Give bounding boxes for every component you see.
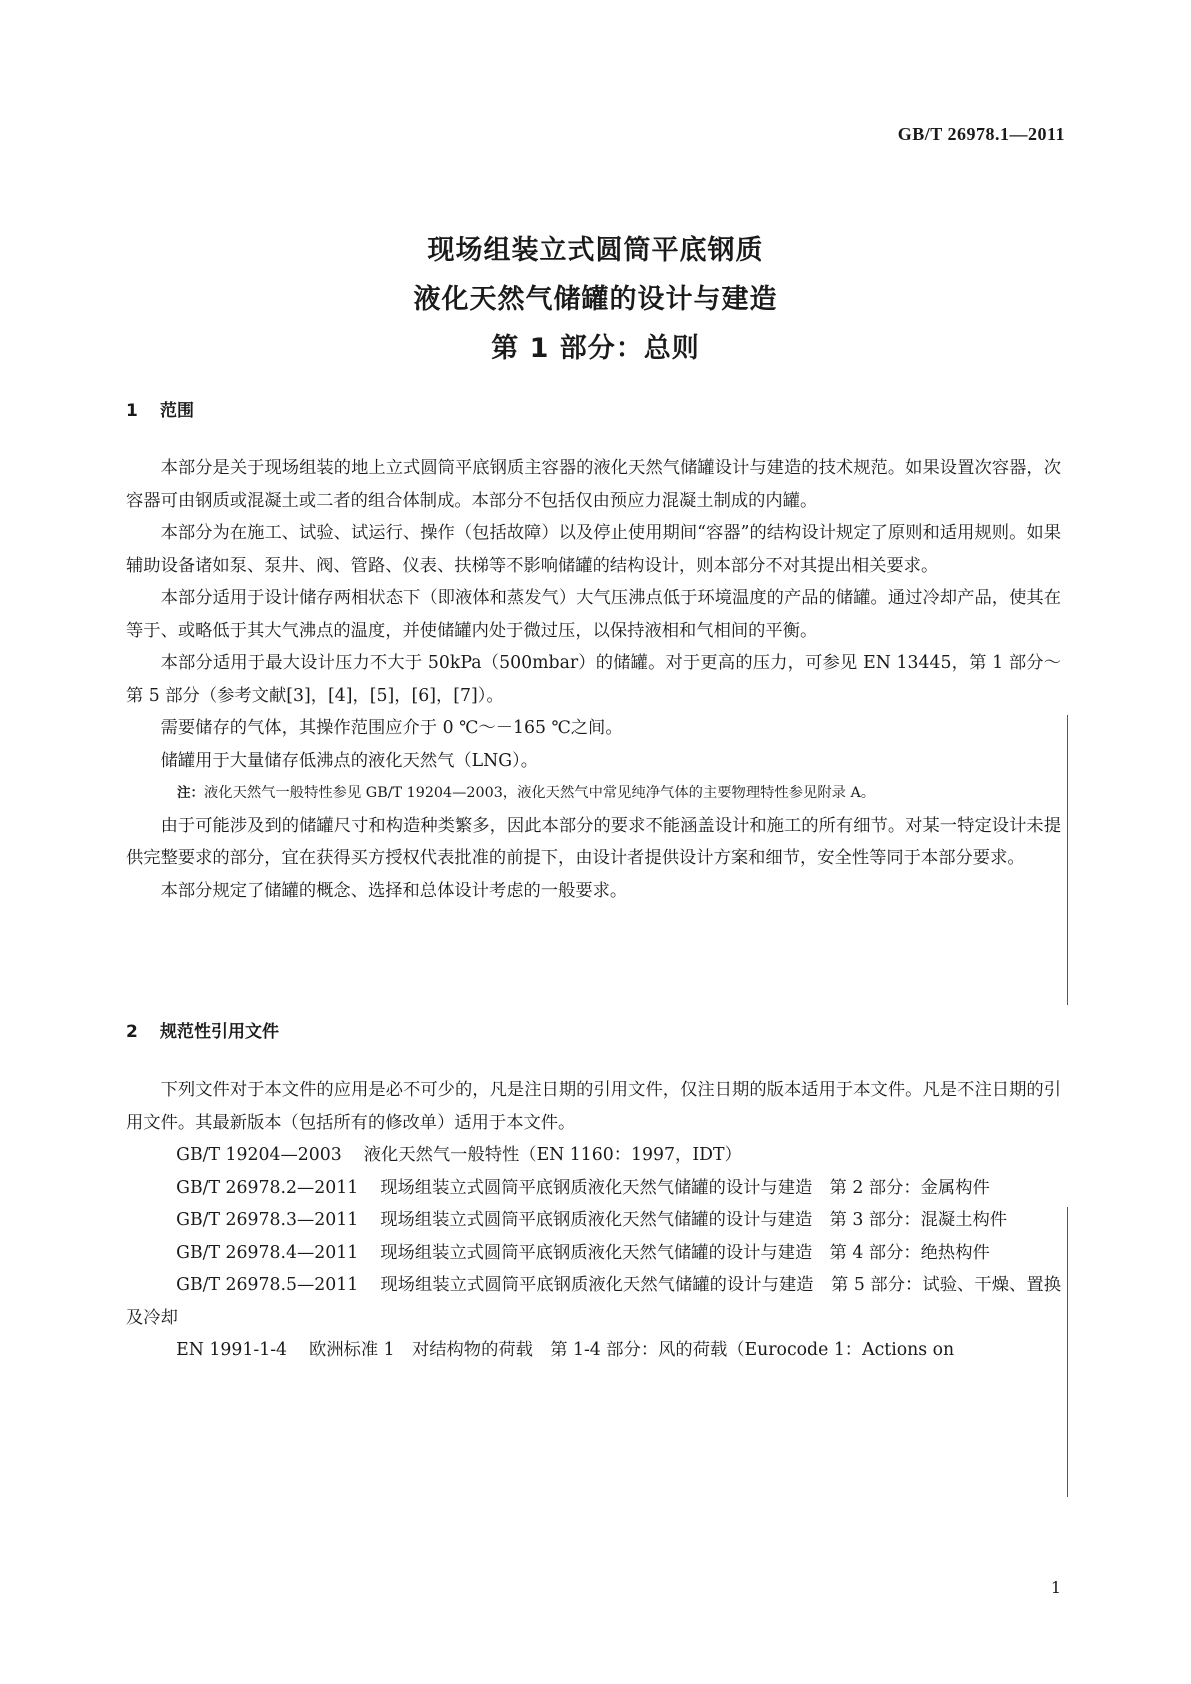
reference-item [126,1269,1061,1334]
document-title [0,226,1191,373]
reference-item [126,1237,1061,1270]
section-2-title: 规范性引用文件 [160,1022,279,1042]
reference-item [126,1172,1061,1205]
reference-title: 液化天然气一般特性（EN 1160：1997，IDT） [363,1145,742,1165]
change-bar-2 [1067,1207,1068,1497]
section-1-title: 范围 [160,401,194,421]
reference-title: 现场组装立式圆筒平底钢质液化天然气储罐的设计与建造 第 4 部分：绝热构件 [380,1242,990,1263]
scope-paragraph-4: 本部分适用于最大设计压力不大于 50kPa（500mbar）的储罐。对于更高的压力，可参见 EN 13445，第 1 部分～第 5 部分（参考文献[3]，[4]，[5]，[6]，[7]）。 [126,653,1061,706]
title-line-3: 第 1 部分：总则 [491,333,700,364]
reference-code: GB/T 26978.5—2011 [176,1275,359,1295]
page-number: 1 [1050,1578,1061,1597]
note-text: 液化天然气一般特性参见 GB/T 19204—2003，液化天然气中常见纯净气体的主要物理特性参见附录 A。 [204,785,876,801]
change-bar-1 [1067,715,1068,1005]
scope-paragraph-1: 本部分是关于现场组装的地上立式圆筒平底钢质主容器的液化天然气储罐设计与建造的技术规范。如果设置次容器，次容器可由钢质或混凝土或二者的组合体制成。本部分不包括仅由预应力混凝土制成的内罐。 [126,458,1061,511]
reference-title: 现场组装立式圆筒平底钢质液化天然气储罐的设计与建造 第 5 部分：试验、干燥、置换及冷却 [126,1275,1061,1328]
section-2-heading [126,1017,279,1042]
section-2-body [126,1074,1061,1367]
scope-paragraph-6: 储罐用于大量储存低沸点的液化天然气（LNG）。 [160,750,538,771]
standard-code: GB/T 26978.1—2011 [897,124,1065,144]
reference-title: 现场组装立式圆筒平底钢质液化天然气储罐的设计与建造 第 3 部分：混凝土构件 [380,1210,1008,1230]
reference-item [126,1204,1061,1237]
scope-paragraph-7: 由于可能涉及到的储罐尺寸和构造种类繁多，因此本部分的要求不能涵盖设计和施工的所有细节。对某一特定设计未提供完整要求的部分，宜在获得买方授权代表批准的前提下，由设计者提供设计方案和细节，安全性等同于本部分要求。 [126,815,1061,868]
references-intro: 下列文件对于本文件的应用是必不可少的，凡是注日期的引用文件，仅注日期的版本适用于本文件。凡是不注日期的引用文件。其最新版本（包括所有的修改单）适用于本文件。 [126,1080,1061,1133]
section-2-number: 2 [126,1022,138,1042]
scope-paragraph-2: 本部分为在施工、试验、试运行、操作（包括故障）以及停止使用期间“容器”的结构设计规定了原则和适用规则。如果辅助设备诸如泵、泵井、阀、管路、仪表、扶梯等不影响储罐的结构设计，则本部分不对其提出相关要求。 [126,523,1061,576]
reference-code: GB/T 26978.3—2011 [176,1210,359,1230]
section-1-number: 1 [126,401,138,421]
title-line-2: 液化天然气储罐的设计与建造 [413,284,778,315]
scope-note [126,777,1061,810]
note-label: 注： [177,785,204,801]
reference-code: GB/T 26978.2—2011 [176,1177,359,1198]
reference-code: EN 1991-1-4 [176,1340,288,1360]
reference-code: GB/T 19204—2003 [176,1145,342,1165]
title-line-1: 现场组装立式圆筒平底钢质 [427,235,764,266]
section-1-heading [126,396,194,421]
scope-paragraph-5: 需要储存的气体，其操作范围应介于 0 ℃～－165 ℃之间。 [160,718,623,738]
reference-title: 欧洲标准 1 对结构物的荷载 第 1-4 部分：风的荷载（Eurocode 1：Actions on [309,1340,955,1360]
section-1-body [126,452,1061,907]
reference-code: GB/T 26978.4—2011 [176,1242,359,1263]
reference-item [126,1334,1061,1367]
scope-paragraph-8: 本部分规定了储罐的概念、选择和总体设计考虑的一般要求。 [160,880,628,901]
reference-title: 现场组装立式圆筒平底钢质液化天然气储罐的设计与建造 第 2 部分：金属构件 [380,1177,990,1198]
scope-paragraph-3: 本部分适用于设计储存两相状态下（即液体和蒸发气）大气压沸点低于环境温度的产品的储罐。通过冷却产品，使其在等于、或略低于其大气沸点的温度，并使储罐内处于微过压，以保持液相和气相间的平衡。 [126,588,1061,641]
reference-item [126,1139,1061,1172]
